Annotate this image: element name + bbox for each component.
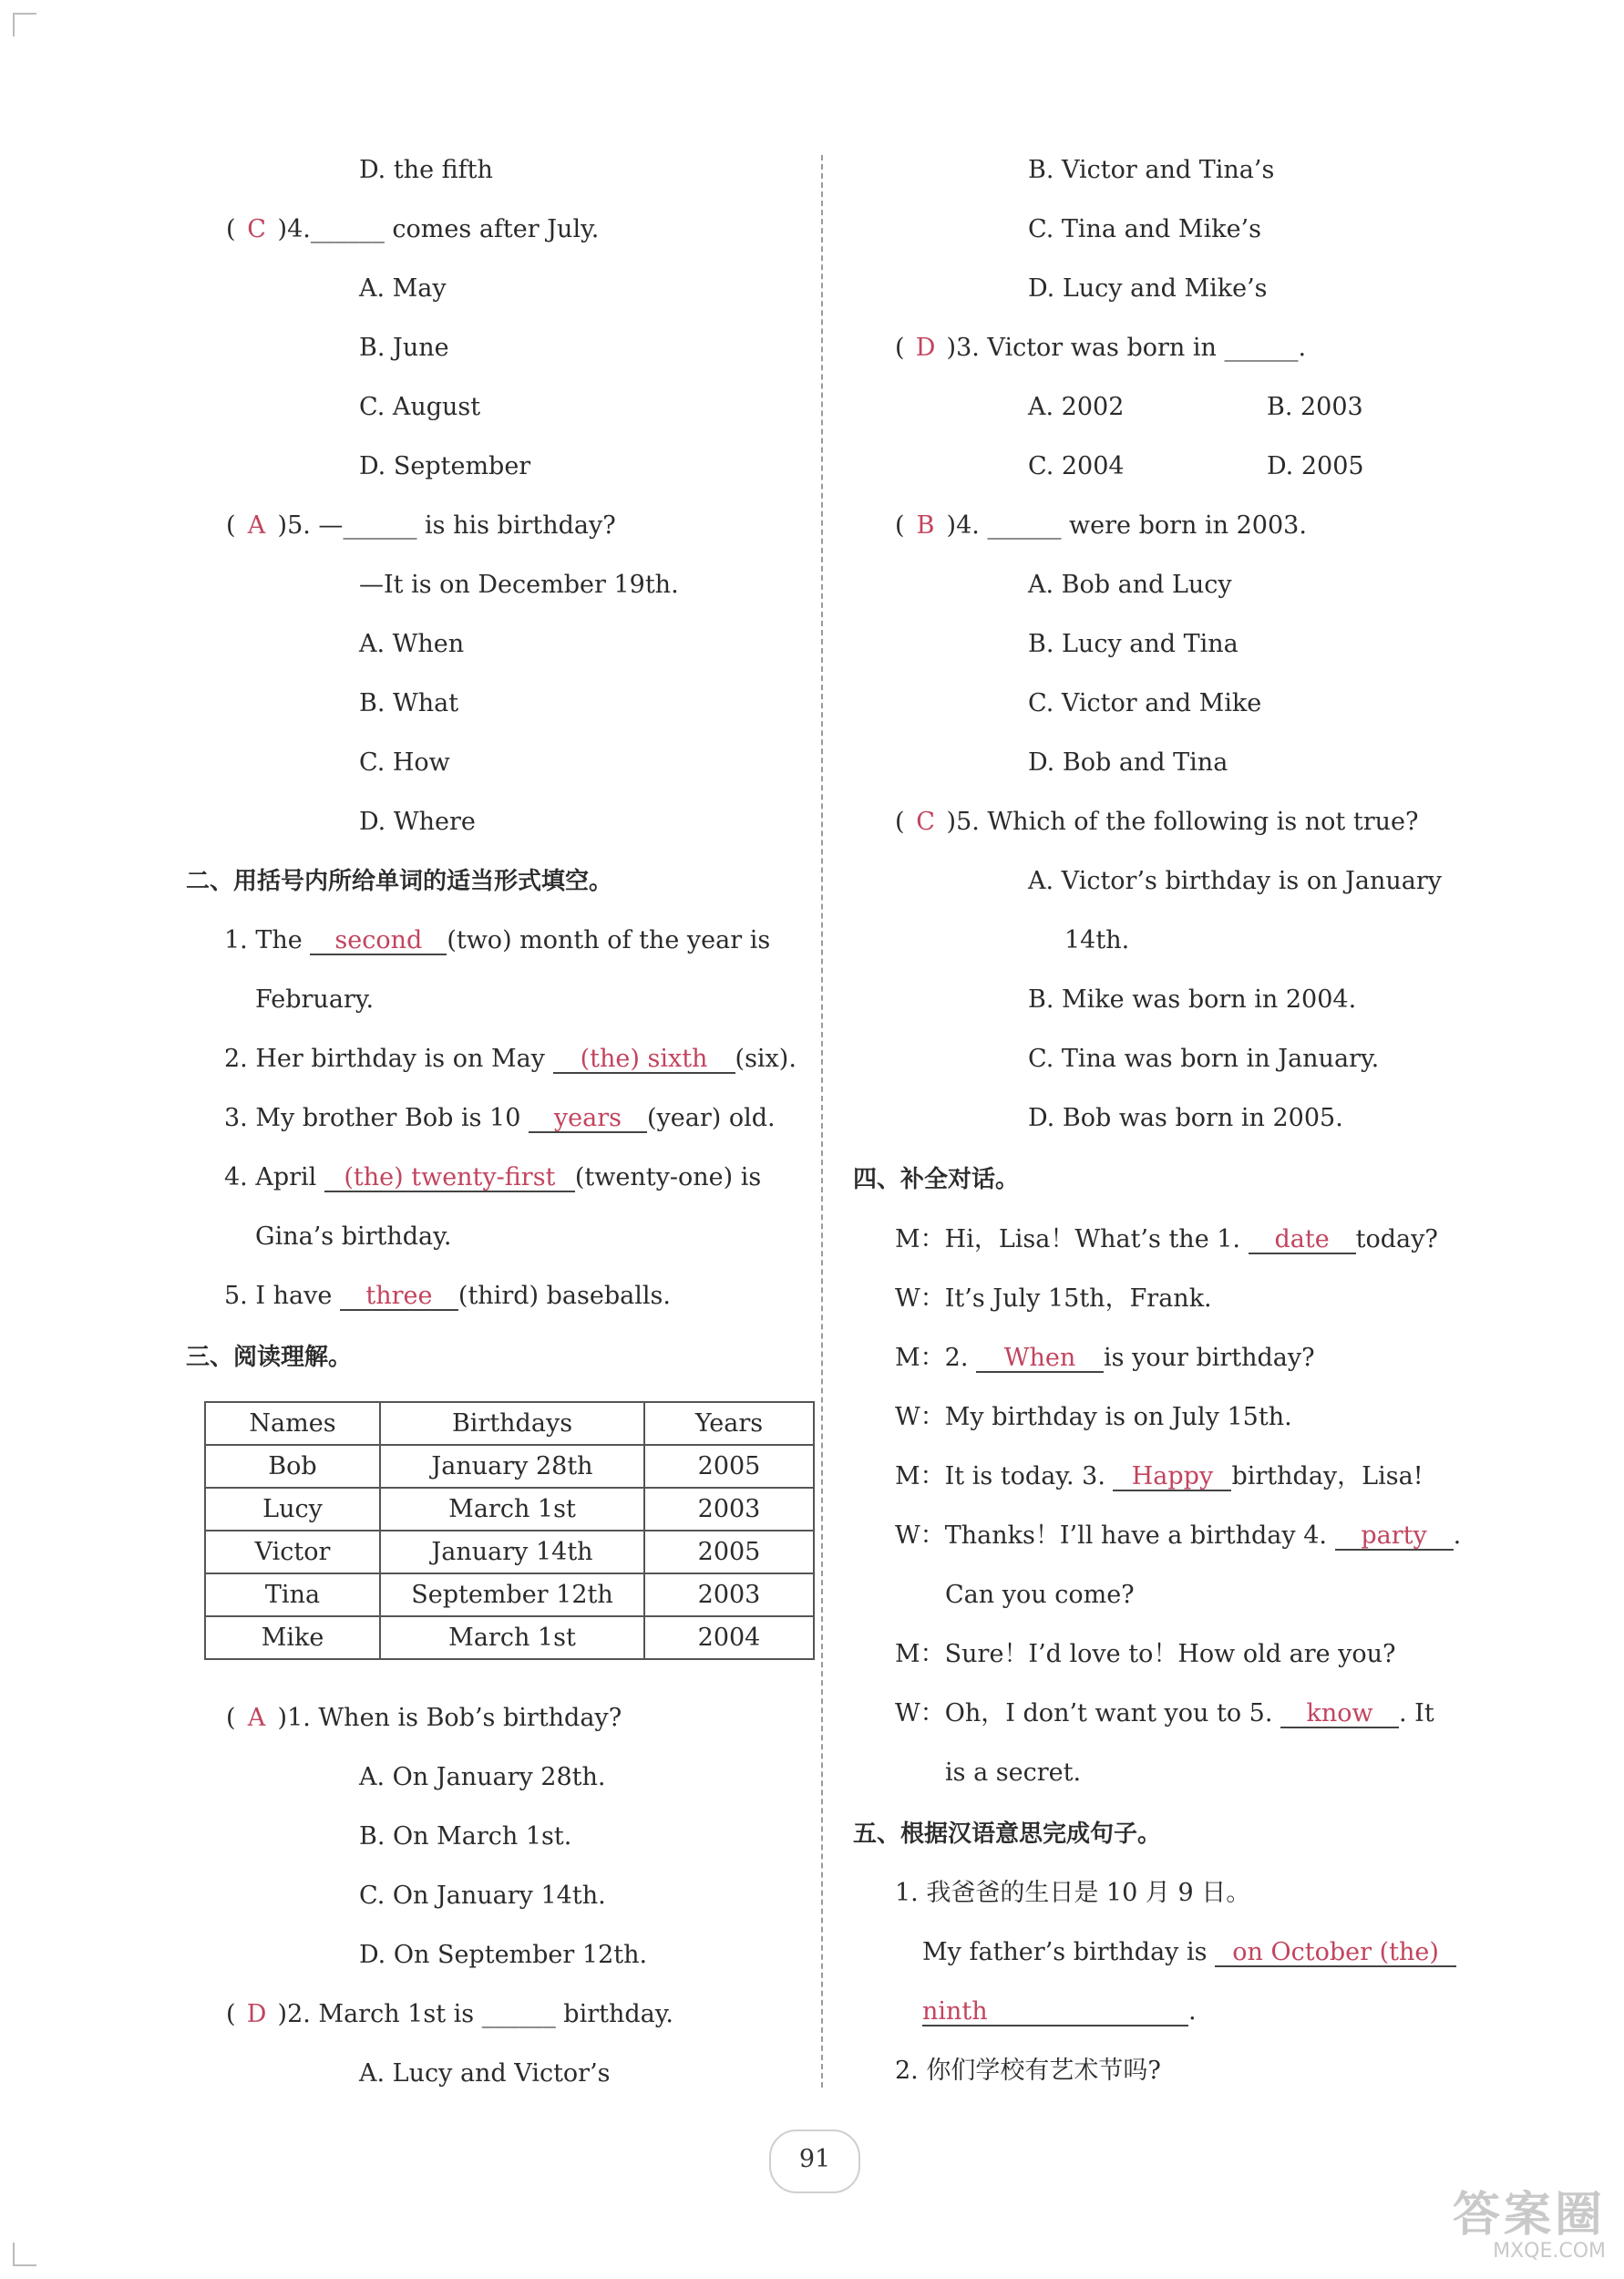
option: A. Lucy and Victor’s <box>359 2059 611 2088</box>
table-cell: Victor <box>205 1531 380 1573</box>
option: B. Lucy and Tina <box>1028 630 1239 658</box>
section-2-title: 二、用括号内所给单词的适当形式填空。 <box>186 868 613 895</box>
option: B. 2003 <box>1267 393 1363 421</box>
dialog-line-2: W：It’s July 15th，Frank. <box>895 1284 1212 1313</box>
option: A. 2002 <box>1028 393 1125 421</box>
answer-mark: D <box>246 2000 267 2028</box>
option: A. Victor’s birthday is on January <box>1028 867 1443 895</box>
table-cell: Mike <box>205 1616 380 1659</box>
watermark-url: MXQE.COM <box>1493 2240 1606 2263</box>
sentence-2-chinese: 2. 你们学校有艺术节吗? <box>895 2057 1161 2085</box>
reading-question-2: ( D )2. March 1st is ______ birthday. <box>226 2000 673 2028</box>
dialog-line-3: M：2. When is your birthday? <box>895 1344 1315 1372</box>
table-cell: March 1st <box>380 1616 644 1659</box>
table-header-row <box>205 1402 814 1445</box>
fill-item-3: 3. My brother Bob is 10 years (year) old. <box>224 1104 776 1132</box>
answer-blank: ninth <box>922 1999 1188 2026</box>
option: D. 2005 <box>1267 452 1364 480</box>
option: A. May <box>359 274 447 303</box>
column-divider <box>821 155 823 2088</box>
table-cell: 2005 <box>644 1445 814 1488</box>
dialog-line-8-cont: is a secret. <box>945 1758 1082 1787</box>
table-cell: 2003 <box>644 1573 814 1616</box>
table-cell: Bob <box>205 1445 380 1488</box>
reading-question-4: ( B )4. ______ were born in 2003. <box>895 511 1307 540</box>
section-3-title: 三、阅读理解。 <box>186 1344 353 1371</box>
table-header: Names <box>205 1402 380 1445</box>
dialog-line-8: W：Oh，I don’t want you to 5. know . It <box>895 1699 1434 1727</box>
fill-item-2: 2. Her birthday is on May (the) sixth (six). <box>224 1045 797 1073</box>
table-cell: September 12th <box>380 1573 644 1616</box>
q3-option-d: D. the fifth <box>359 156 493 184</box>
answer-mark: D <box>915 334 936 362</box>
answer-mark: B <box>916 511 935 540</box>
section-5-title: 五、根据汉语意思完成句子。 <box>853 1820 1162 1848</box>
answer-blank: date <box>1249 1227 1356 1254</box>
answer-mark: C <box>916 808 935 836</box>
question-4: ( C )4.______ comes after July. <box>226 215 600 243</box>
option: A. On January 28th. <box>359 1763 606 1791</box>
option: C. Tina and Mike’s <box>1028 215 1261 243</box>
dialog-line-1: M：Hi，Lisa！What’s the 1. date today? <box>895 1225 1438 1253</box>
option: C. Tina was born in January. <box>1028 1045 1380 1073</box>
option: D. September <box>359 452 531 480</box>
crop-mark-bottom-left <box>13 2243 36 2266</box>
option: C. How <box>359 748 450 777</box>
answer-blank: party <box>1335 1523 1454 1551</box>
option: A. Bob and Lucy <box>1028 571 1232 599</box>
option: C. August <box>359 393 481 421</box>
option: B. Victor and Tina’s <box>1028 156 1275 184</box>
dialog-line-4: W：My birthday is on July 15th. <box>895 1403 1292 1431</box>
answer-blank: years <box>529 1106 647 1133</box>
sentence-1-english-cont: ninth . <box>922 1997 1197 2026</box>
option: B. June <box>359 334 449 362</box>
watermark <box>1453 2190 1606 2263</box>
crop-mark-top-left <box>13 13 36 36</box>
section-4-title: 四、补全对话。 <box>853 1166 1020 1193</box>
answer-blank: on October (the) <box>1215 1940 1456 1967</box>
table-cell: 2003 <box>644 1488 814 1531</box>
birthday-table <box>204 1401 815 1660</box>
option: D. Where <box>359 808 476 836</box>
option: A. When <box>359 630 465 658</box>
table-row <box>205 1573 814 1616</box>
table-header: Birthdays <box>380 1402 644 1445</box>
sentence-1-english: My father’s birthday is on October (the) <box>922 1937 1456 1968</box>
fill-item-1-cont: February. <box>255 985 375 1014</box>
answer-blank: When <box>976 1346 1104 1373</box>
option: B. On March 1st. <box>359 1822 572 1851</box>
answer-blank: three <box>340 1284 458 1311</box>
answer-blank: second <box>310 928 447 955</box>
option: D. Lucy and Mike’s <box>1028 274 1268 303</box>
table-cell: 2004 <box>644 1616 814 1659</box>
option: C. 2004 <box>1028 452 1125 480</box>
table-cell: Tina <box>205 1573 380 1616</box>
question-5: ( A )5. —______ is his birthday? <box>226 511 616 540</box>
option: D. On September 12th. <box>359 1941 648 1969</box>
page-number: 91 <box>769 2129 860 2193</box>
reading-question-3: ( D )3. Victor was born in ______. <box>895 334 1307 362</box>
dialog-line-6-cont: Can you come? <box>945 1581 1135 1609</box>
table-cell: January 28th <box>380 1445 644 1488</box>
table-row <box>205 1445 814 1488</box>
answer-blank: (the) twenty-first <box>324 1165 575 1192</box>
option: D. Bob and Tina <box>1028 748 1228 777</box>
q5-reply: —It is on December 19th. <box>359 571 679 599</box>
table-row <box>205 1616 814 1659</box>
table-header: Years <box>644 1402 814 1445</box>
dialog-line-5: M：It is today. 3. Happy birthday，Lisa! <box>895 1462 1424 1490</box>
answer-mark: C <box>247 215 266 243</box>
answer-blank: Happy <box>1113 1464 1231 1491</box>
option-cont: 14th. <box>1064 926 1130 954</box>
table-row <box>205 1531 814 1573</box>
reading-question-5: ( C )5. Which of the following is not true? <box>895 808 1419 836</box>
answer-blank: know <box>1280 1701 1399 1728</box>
fill-item-4: 4. April (the) twenty-first (twenty-one) is <box>224 1163 762 1191</box>
option: C. Victor and Mike <box>1028 689 1262 717</box>
table-cell: January 14th <box>380 1531 644 1573</box>
sentence-1-chinese: 1. 我爸爸的生日是 10 月 9 日。 <box>895 1879 1251 1907</box>
fill-item-5: 5. I have three (third) baseballs. <box>224 1282 671 1310</box>
answer-mark: A <box>247 1704 266 1732</box>
table-cell: 2005 <box>644 1531 814 1573</box>
fill-item-1: 1. The second (two) month of the year is <box>224 926 771 954</box>
option: B. What <box>359 689 459 717</box>
reading-question-1: ( A )1. When is Bob’s birthday? <box>226 1704 622 1732</box>
dialog-line-6: W：Thanks！I’ll have a birthday 4. party . <box>895 1521 1462 1550</box>
option: D. Bob was born in 2005. <box>1028 1104 1343 1132</box>
watermark-brand: 答案圈 <box>1452 2188 1606 2243</box>
answer-blank: (the) sixth <box>553 1047 735 1074</box>
table-row <box>205 1488 814 1531</box>
table-cell: Lucy <box>205 1488 380 1531</box>
option: B. Mike was born in 2004. <box>1028 985 1357 1014</box>
table-cell: March 1st <box>380 1488 644 1531</box>
dialog-line-7: M：Sure！I’d love to！How old are you? <box>895 1640 1396 1668</box>
option: C. On January 14th. <box>359 1882 606 1910</box>
answer-mark: A <box>247 511 266 540</box>
fill-item-4-cont: Gina’s birthday. <box>255 1222 452 1251</box>
